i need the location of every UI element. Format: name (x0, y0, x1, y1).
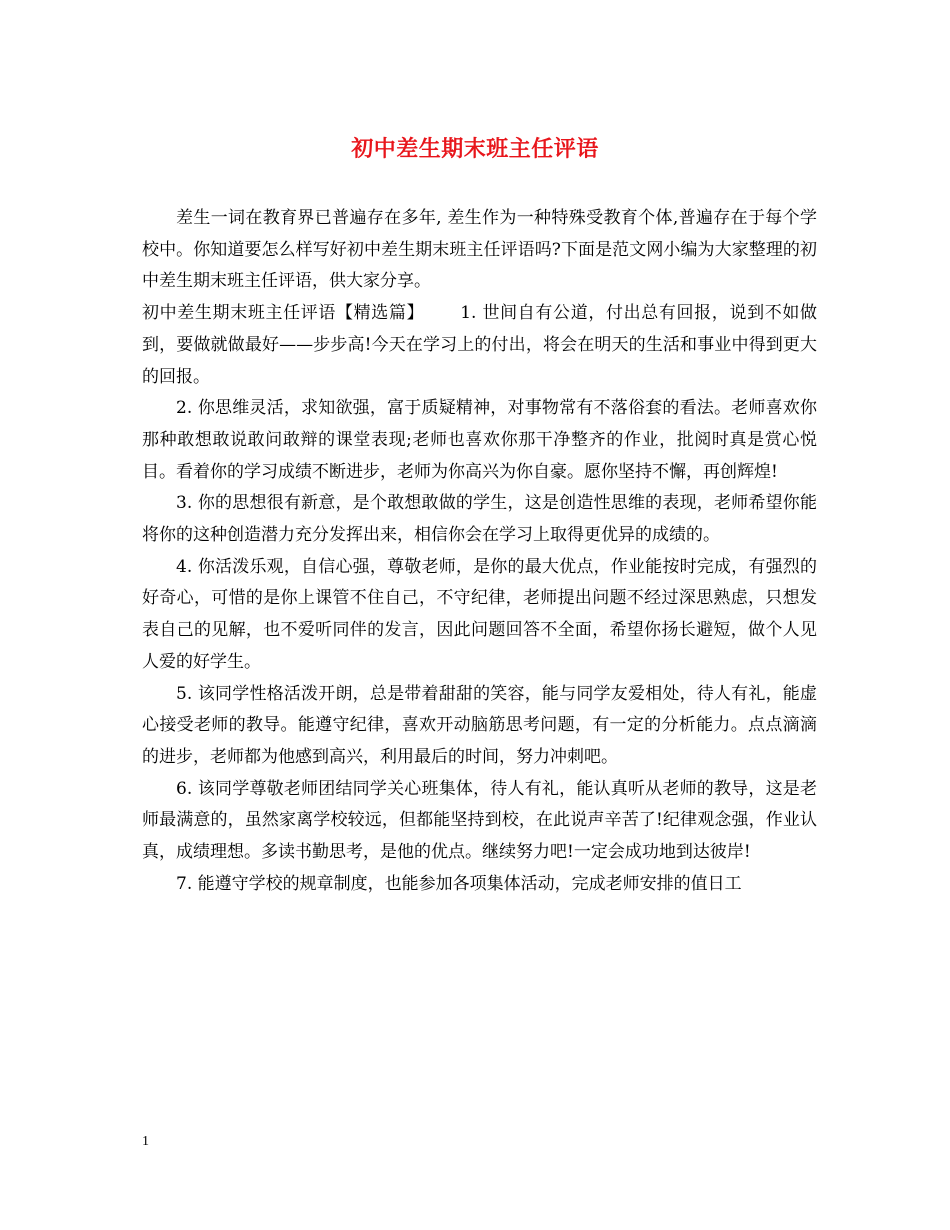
document-title: 初中差生期末班主任评语 (351, 136, 599, 162)
comment-item-1: 1. 世间自有公道，付出总有回报，说到不如做到，要做就做最好——步步高!今天在学习上的付出，将会在明天的生活和事业中得到更大的回报。 (142, 303, 818, 387)
document-body (142, 203, 817, 900)
section-heading: 初中差生期末班主任评语【精选篇】 (142, 303, 425, 324)
comment-item-5: 5. 该同学性格活泼开朗，总是带着甜甜的笑容，能与同学友爱相处，待人有礼，能虚心接受老师的教导。能遵守纪律，喜欢开动脑筋思考问题，有一定的分析能力。点点滴滴的进步，老师都为他感到高兴，利用最后的时间，努力冲刺吧。 (142, 683, 817, 767)
page-number: 1 (142, 1134, 149, 1149)
comment-item-6: 6. 该同学尊敬老师团结同学关心班集体，待人有礼，能认真听从老师的教导，这是老师最满意的，虽然家离学校较远，但都能坚持到校，在此说声辛苦了!纪律观念强，作业认真，成绩理想。多读书勤思考，是他的优点。继续努力吧!一定会成功地到达彼岸! (142, 778, 817, 863)
comment-item-7: 7. 能遵守学校的规章制度，也能参加各项集体活动，完成老师安排的值日工 (176, 873, 742, 894)
section-paragraph (142, 298, 817, 393)
comment-item-3: 3. 你的思想很有新意，是个敢想敢做的学生，这是创造性思维的表现，老师希望你能将你的这种创造潜力充分发挥出来，相信你会在学习上取得更优异的成绩的。 (142, 493, 817, 546)
comment-item-2: 2. 你思维灵活，求知欲强，富于质疑精神，对事物常有不落俗套的看法。老师喜欢你那种敢想敢说敢问敢辩的课堂表现;老师也喜欢你那干净整齐的作业，批阅时真是赏心悦目。看着你的学习成绩不断进步，老师为你高兴为你自豪。愿你坚持不懈，再创辉煌! (142, 398, 817, 482)
intro-paragraph: 差生一词在教育界已普遍存在多年, 差生作为一种特殊受教育个体,普遍存在于每个学校中。你知道要怎么样写好初中差生期末班主任评语吗?下面是范文网小编为大家整理的初中差生期末班主任评语，供大家分享。 (142, 208, 817, 292)
comment-item-4: 4. 你活泼乐观，自信心强，尊敬老师，是你的最大优点，作业能按时完成，有强烈的好奇心，可惜的是你上课管不住自己，不守纪律，老师提出问题不经过深思熟虑，只想发表自己的见解，也不爱听同伴的发言，因此问题回答不全面，希望你扬长避短，做个人见人爱的好学生。 (142, 556, 817, 672)
